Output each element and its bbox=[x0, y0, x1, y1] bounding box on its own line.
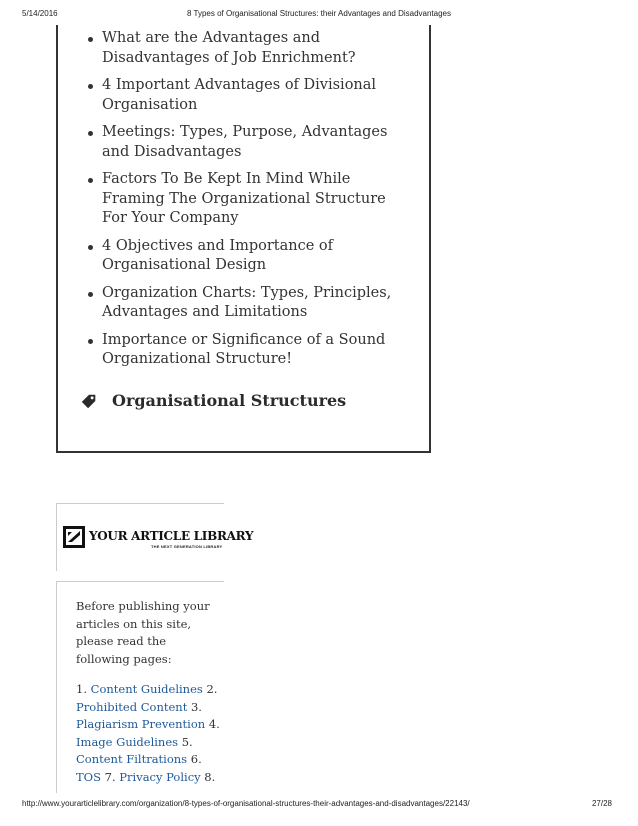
logo-text: YOUR ARTICLE LIBRARY bbox=[89, 529, 254, 543]
tag-icon bbox=[80, 392, 98, 410]
privacy-policy-link[interactable]: Privacy Policy bbox=[119, 769, 201, 784]
guideline-number: 8. bbox=[204, 769, 216, 784]
logo-mark-icon bbox=[63, 526, 85, 548]
related-post-item[interactable] bbox=[84, 331, 414, 370]
tag-row bbox=[80, 391, 346, 410]
tos-link[interactable]: TOS bbox=[76, 769, 101, 784]
bullet-icon bbox=[88, 292, 93, 297]
related-post-link[interactable]: 4 Important Advantages of Divisional Organisation bbox=[102, 77, 377, 113]
guidelines-intro: Before publishing your articles on this site, please read the following pages: bbox=[76, 599, 210, 666]
related-post-item[interactable] bbox=[84, 237, 414, 276]
guideline-number: 2. bbox=[206, 682, 218, 696]
bullet-icon bbox=[88, 339, 93, 344]
related-post-item[interactable] bbox=[84, 29, 414, 68]
bullet-icon bbox=[88, 178, 93, 183]
plagiarism-prevention-link[interactable]: Plagiarism Prevention bbox=[76, 717, 206, 731]
guidelines-links bbox=[76, 681, 221, 786]
related-post-item[interactable] bbox=[84, 123, 414, 162]
guideline-number: 1. bbox=[76, 682, 87, 696]
content-filtrations-link[interactable]: Content Filtrations bbox=[76, 752, 188, 766]
print-title: 8 Types of Organisational Structures: their Advantages and Disadvantages bbox=[186, 9, 451, 18]
guideline-number: 5. bbox=[181, 734, 193, 749]
guideline-number: 7. bbox=[104, 769, 116, 784]
related-post-item[interactable] bbox=[84, 284, 414, 323]
related-post-link[interactable]: Meetings: Types, Purpose, Advantages and Disadvantages bbox=[102, 124, 388, 160]
print-date: 5/14/2016 bbox=[22, 9, 58, 18]
related-posts-list bbox=[84, 29, 414, 378]
print-page-number: 27/28 bbox=[591, 799, 612, 808]
publishing-guidelines-box bbox=[56, 581, 224, 793]
bullet-icon bbox=[88, 37, 93, 42]
bullet-icon bbox=[88, 84, 93, 89]
related-post-link[interactable]: What are the Advantages and Disadvantages of Job Enrichment? bbox=[102, 30, 356, 66]
content-guidelines-link[interactable]: Content Guidelines bbox=[90, 682, 203, 696]
related-post-link[interactable]: Importance or Significance of a Sound Organizational Structure! bbox=[102, 331, 386, 367]
related-posts-panel bbox=[56, 25, 431, 453]
guideline-number: 3. bbox=[190, 699, 202, 714]
tag-link[interactable]: Organisational Structures bbox=[112, 391, 347, 410]
related-post-link[interactable]: 4 Objectives and Importance of Organisational Design bbox=[102, 237, 334, 273]
bullet-icon bbox=[88, 131, 93, 136]
related-post-link[interactable]: Factors To Be Kept In Mind While Framing The Organizational Structure For Your Company bbox=[102, 171, 386, 226]
related-post-link[interactable]: Organization Charts: Types, Principles, Advantages and Limitations bbox=[102, 284, 392, 320]
logo-tagline: THE NEXT GENERATION LIBRARY bbox=[151, 544, 223, 549]
related-post-item[interactable] bbox=[84, 76, 414, 115]
related-post-item[interactable] bbox=[84, 170, 414, 229]
site-logo-box bbox=[56, 503, 254, 571]
guideline-number: 4. bbox=[208, 717, 220, 731]
image-guidelines-link[interactable]: Image Guidelines bbox=[76, 734, 179, 749]
prohibited-content-link[interactable]: Prohibited Content bbox=[76, 699, 188, 714]
guideline-number: 6. bbox=[190, 752, 202, 766]
bullet-icon bbox=[88, 245, 93, 250]
print-url: http://www.yourarticlelibrary.com/organization/8-types-of-organisational-structures-their-advantages-and-disadvantages/22143/ bbox=[22, 799, 470, 808]
